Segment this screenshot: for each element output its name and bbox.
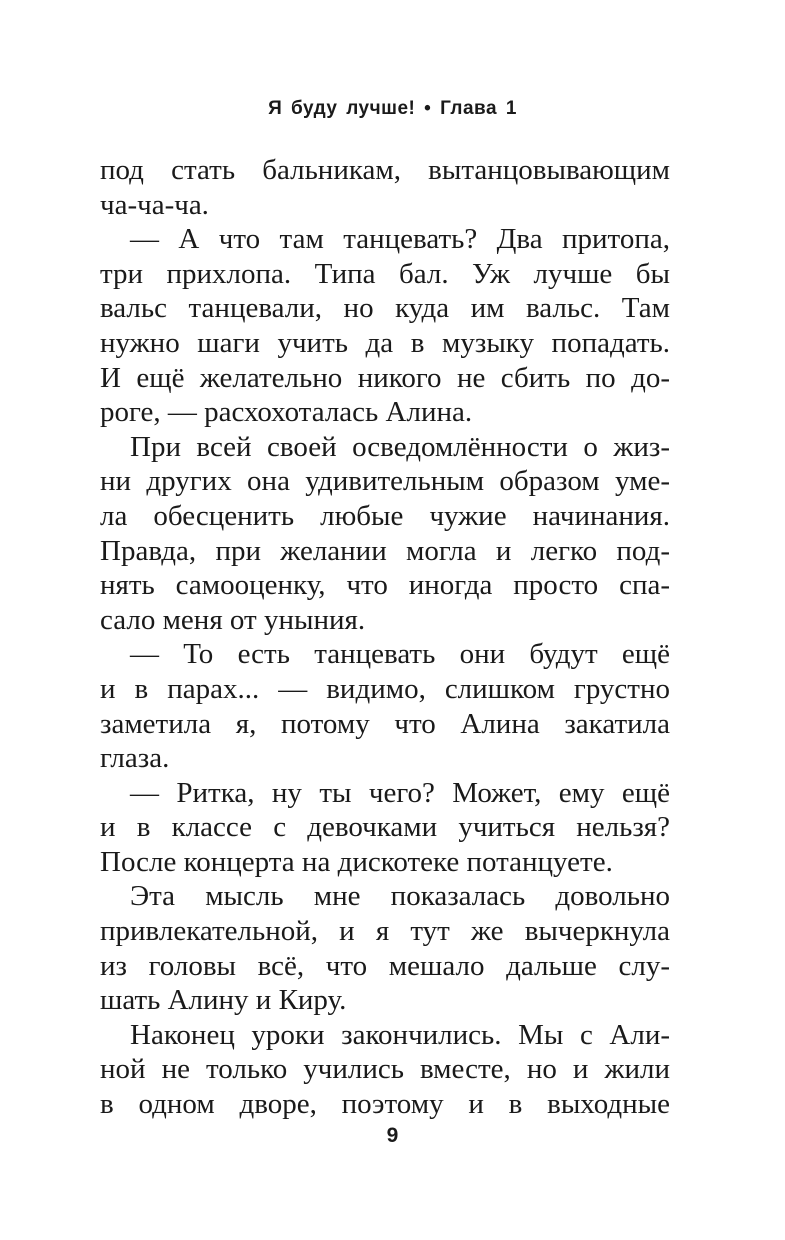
text-line: нужно шаги учить да в музыку попадать. bbox=[100, 326, 670, 359]
text-line: в одном дворе, поэтому и в выходные bbox=[100, 1088, 670, 1121]
page-body bbox=[100, 153, 670, 1122]
text-line: и в парах... — видимо, слишком грустно bbox=[100, 672, 670, 705]
running-header: Я буду лучше! • Глава 1 bbox=[268, 98, 517, 119]
page-number: 9 bbox=[386, 1124, 399, 1147]
text-line: нять самооценку, что иногда просто спа- bbox=[100, 569, 670, 602]
text-line: роге, — расхохоталась Алина. bbox=[100, 396, 473, 429]
text-line: шать Алину и Киру. bbox=[100, 984, 347, 1017]
text-line: вальс танцевали, но куда им вальс. Там bbox=[100, 292, 670, 325]
text-line: глаза. bbox=[100, 742, 170, 775]
text-line: При всей своей осведомлённости о жиз- bbox=[130, 430, 670, 463]
text-line: ча-ча-ча. bbox=[100, 188, 209, 221]
text-line: сало меня от уныния. bbox=[100, 603, 366, 636]
text-line: заметила я, потому что Алина закатила bbox=[100, 707, 670, 740]
text-line: Правда, при желании могла и легко под- bbox=[100, 534, 670, 567]
text-line: После концерта на дискотеке потанцуете. bbox=[100, 845, 613, 878]
text-line: Эта мысль мне показалась довольно bbox=[130, 880, 670, 913]
text-line: И ещё желательно никого не сбить по до- bbox=[100, 361, 670, 394]
text-line: под стать бальникам, вытанцовывающим bbox=[100, 154, 670, 186]
text-line: ни других она удивительным образом уме- bbox=[100, 465, 670, 498]
text-line: привлекательной, и я тут же вычеркнула bbox=[100, 915, 670, 948]
text-line: три прихлопа. Типа бал. Уж лучше бы bbox=[100, 257, 670, 290]
text-line: — То есть танцевать они будут ещё bbox=[130, 638, 670, 671]
text-line: Наконец уроки закончились. Мы с Али- bbox=[130, 1018, 670, 1051]
text-line: — А что там танцевать? Два притопа, bbox=[130, 223, 670, 256]
text-line: и в классе с девочками учиться нельзя? bbox=[100, 811, 670, 844]
text-line: ной не только учились вместе, но и жили bbox=[100, 1053, 670, 1086]
text-line: — Ритка, ну ты чего? Может, ему ещё bbox=[130, 776, 670, 809]
text-line: ла обесценить любые чужие начинания. bbox=[100, 499, 670, 532]
text-line: из головы всё, что мешало дальше слу- bbox=[100, 949, 670, 982]
